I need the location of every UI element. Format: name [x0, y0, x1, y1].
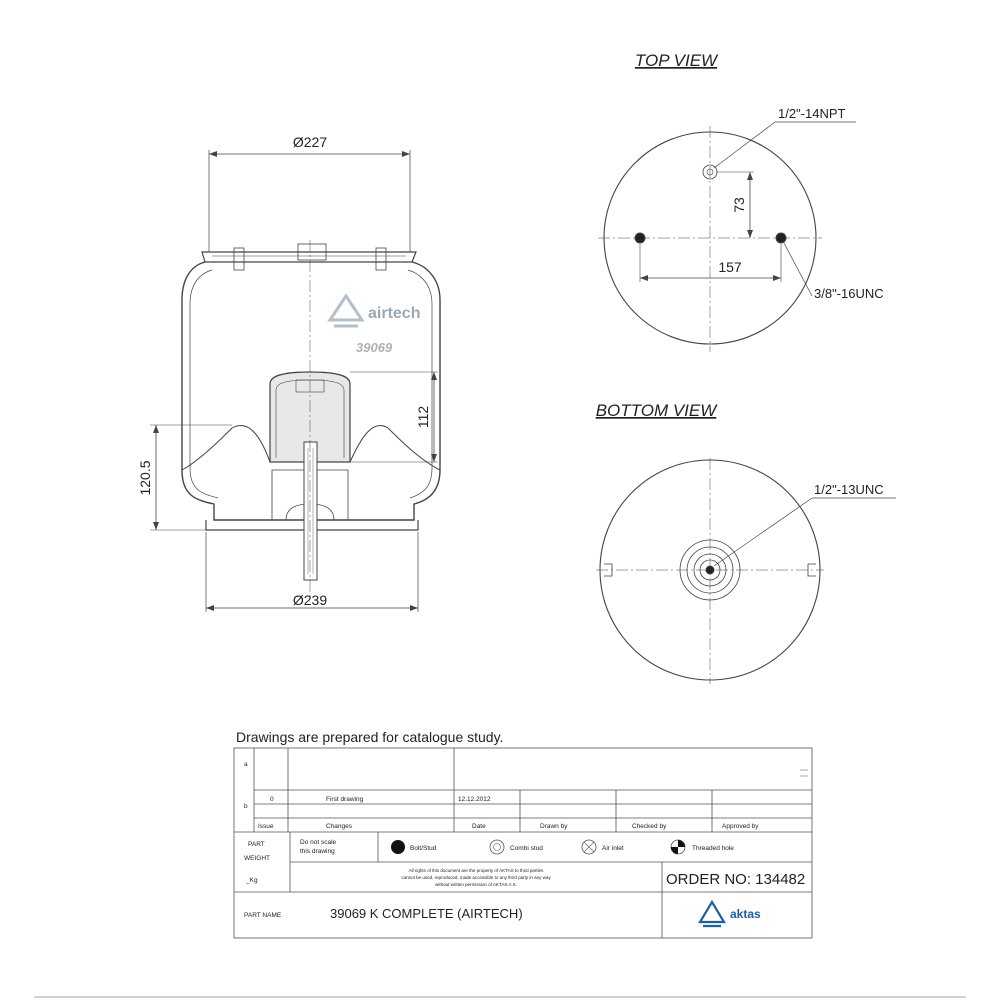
- do-not-scale-1: Do not scale: [300, 839, 337, 846]
- catalogue-notice: Drawings are prepared for catalogue study.: [236, 729, 504, 745]
- offset-dim: 73: [731, 197, 747, 213]
- do-not-scale-2: this drawing: [300, 848, 335, 855]
- rights-line-1: All rights of this document are the property of AKTAS to third parties: [408, 868, 544, 873]
- bottom-view-title: BOTTOM VIEW: [595, 401, 717, 420]
- port-callout: 1/2"-14NPT: [778, 106, 846, 121]
- first-issue: 0: [270, 796, 274, 803]
- center-callout: 1/2"-13UNC: [814, 482, 884, 497]
- legend-combi-stud: Combi stud: [510, 845, 543, 852]
- first-change: First drawing: [326, 796, 364, 803]
- stud-callout: 3/8"-16UNC: [814, 286, 884, 301]
- rev-mark-a: a: [244, 761, 248, 768]
- stud-spacing-dim: 157: [718, 259, 742, 275]
- weight-value: _Kg: [246, 877, 258, 884]
- col-issue: Issue: [258, 823, 274, 830]
- legend-bolt-stud: Bolt/Stud: [410, 845, 437, 852]
- col-approved-by: Approved by: [722, 823, 759, 830]
- part-name: 39069 K COMPLETE (AIRTECH): [330, 906, 523, 921]
- top-view-title: TOP VIEW: [634, 51, 718, 70]
- part-number-mark: 39069: [356, 340, 393, 355]
- col-changes: Changes: [326, 823, 353, 830]
- col-date: Date: [472, 823, 486, 830]
- part-weight-label-2: WEIGHT: [244, 855, 270, 862]
- bottom-diameter-label: Ø239: [292, 592, 328, 608]
- aktas-logo: [700, 902, 724, 926]
- part-weight-label-1: PART: [248, 841, 265, 848]
- rights-line-2: cannot be used, reproduced, made accessible to any third party in any way: [401, 875, 551, 880]
- first-date: 12.12.2012: [458, 796, 491, 803]
- part-name-label: PART NAME: [244, 912, 282, 919]
- rights-line-3: without written permission of AKTAS A.S.: [435, 882, 517, 887]
- col-checked-by: Checked by: [632, 823, 667, 830]
- min-height-label: 120.5: [137, 460, 153, 496]
- side-view: [150, 150, 440, 612]
- order-number: ORDER NO: 134482: [666, 871, 806, 888]
- brand-text: airtech: [368, 305, 421, 322]
- rev-mark-b: b: [244, 803, 248, 810]
- top-view: [598, 122, 856, 352]
- legend-threaded-hole: Threaded hole: [692, 845, 734, 852]
- col-drawn-by: Drawn by: [540, 823, 568, 830]
- top-diameter-label: Ø227: [292, 134, 328, 150]
- legend-air-inlet: Air inlet: [602, 845, 624, 852]
- airtech-logo: [330, 296, 362, 326]
- piston-height-label: 112: [415, 405, 431, 429]
- company-name: aktas: [730, 907, 761, 921]
